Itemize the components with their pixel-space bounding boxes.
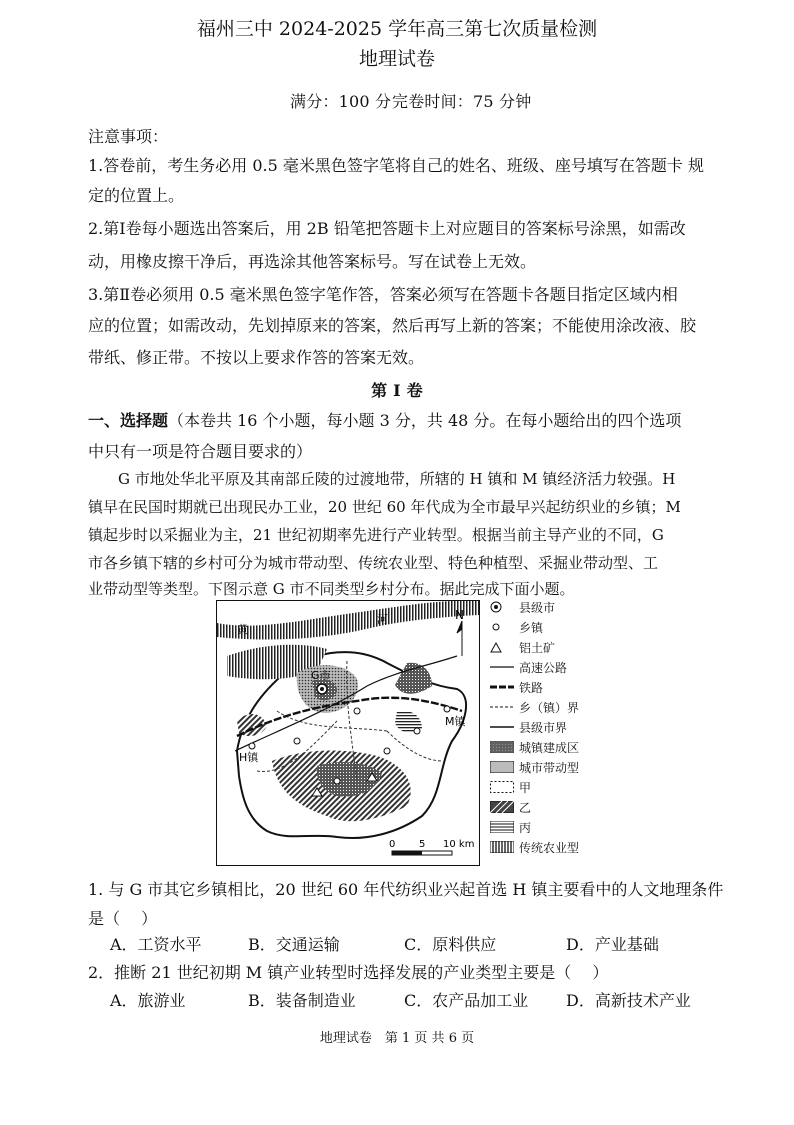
legend-item — [490, 838, 579, 856]
legend-item — [490, 678, 543, 696]
legend-label: 乡镇 — [519, 620, 544, 635]
question-2-stem: 2．推断 21 世纪初期 M 镇产业转型时选择发展的产业类型主要是（ ） — [88, 963, 609, 982]
passage-line: G 市地处华北平原及其南部丘陵的过渡地带，所辖的 H 镇和 M 镇经济活力较强。H — [118, 470, 676, 488]
legend-label: 乡（镇）界 — [519, 700, 580, 715]
section-heading-rest: （本卷共 16 个小题，每小题 3 分，共 48 分。在每小题给出的四个选项 — [168, 411, 682, 430]
county-city-icon — [490, 601, 514, 613]
legend-item — [490, 658, 567, 676]
note-line: 带纸、修正带。不按以上要求作答的答案无效。 — [88, 348, 425, 367]
legend-item — [490, 798, 531, 816]
legend-label: 高速公路 — [519, 660, 568, 675]
exam-time: 完卷时间：75 分钟 — [392, 92, 532, 111]
type-jia-icon — [490, 781, 514, 793]
m-town-label: M镇 — [445, 715, 466, 728]
town-boundary-icon — [490, 701, 514, 713]
map-graphic — [217, 601, 479, 865]
question-1-option-a[interactable]: A．工资水平 — [110, 935, 202, 954]
exam-title: 福州三中 2024-2025 学年高三第七次质量检测 — [196, 18, 598, 40]
river-label: 河 — [377, 613, 388, 626]
page-footer: 地理试卷 第 1 页 共 6 页 — [319, 1031, 475, 1046]
scale-label-5: 5 — [419, 839, 426, 850]
section-title: 第 I 卷 — [371, 381, 423, 400]
scale-label-0: 0 — [389, 839, 396, 850]
full-score: 满分：100 分 — [290, 92, 392, 111]
town-marker — [384, 748, 390, 754]
h-town-marker — [249, 743, 255, 749]
urban-area-icon — [490, 741, 514, 753]
legend-label: 县级市 — [519, 600, 556, 615]
question-2-option-b[interactable]: B．装备制造业 — [248, 991, 356, 1010]
m-town-marker — [444, 706, 450, 712]
legend-label: 城市带动型 — [519, 760, 580, 775]
type-yi-icon — [490, 801, 514, 813]
legend-item — [490, 758, 579, 776]
railway-icon — [490, 681, 514, 693]
question-1-option-d[interactable]: D．产业基础 — [566, 935, 659, 954]
question-1-option-b[interactable]: B．交通运输 — [248, 935, 340, 954]
scale-bar-fill — [392, 851, 422, 855]
note-line: 定的位置上。 — [88, 186, 185, 205]
legend-item — [490, 778, 531, 796]
question-1-option-c[interactable]: C．原料供应 — [404, 935, 497, 954]
legend-label: 铁路 — [519, 680, 544, 695]
legend-item — [490, 718, 567, 736]
legend-label: 丙 — [519, 820, 532, 835]
legend-item — [490, 618, 543, 636]
legend-label: 城镇建成区 — [519, 740, 580, 755]
type-bing-icon — [490, 821, 514, 833]
legend-item — [490, 818, 531, 836]
expressway-icon — [490, 661, 514, 673]
section-heading-line2: 中只有一项是符合题目要求的） — [88, 442, 313, 461]
passage-line: 镇起步时以采掘业为主，21 世纪初期率先进行产业转型。根据当前主导产业的不同，G — [88, 526, 664, 544]
scale-label-10: 10 km — [443, 839, 475, 850]
north-label: N — [455, 608, 464, 622]
passage-line: 镇早在民国时期就已出现民办工业，20 世纪 60 年代成为全市最早兴起纺织业的乡镇；M — [88, 498, 681, 516]
legend-label: 甲 — [519, 780, 532, 795]
g-city-label: G市 — [311, 669, 331, 682]
region-urban-ne — [395, 663, 432, 694]
river-label-2: 黄 — [237, 623, 248, 636]
legend-item — [490, 598, 555, 616]
question-2-option-c[interactable]: C．农产品加工业 — [404, 991, 529, 1010]
village-type-map — [216, 600, 480, 866]
section-heading — [88, 408, 681, 431]
question-2-option-d[interactable]: D．高新技术产业 — [566, 991, 691, 1010]
question-2-option-a[interactable]: A．旅游业 — [110, 991, 186, 1010]
town-marker — [414, 728, 420, 734]
g-city-center — [320, 687, 324, 691]
town-marker — [294, 738, 300, 744]
exam-subject: 地理试卷 — [358, 48, 435, 70]
town-marker — [334, 778, 340, 784]
legend-item — [490, 638, 555, 656]
legend-item — [490, 738, 579, 756]
section-heading-bold: 一、选择题 — [88, 411, 169, 430]
question-1-stem: 1. 与 G 市其它乡镇相比，20 世纪 60 年代纺织业兴起首选 H 镇主要看中的人文地理条件 — [88, 880, 724, 899]
town-icon — [490, 621, 514, 633]
h-town-label: H镇 — [239, 751, 259, 764]
legend-label: 铝土矿 — [519, 640, 556, 655]
note-line: 2.第Ⅰ卷每小题选出答案后，用 2B 铅笔把答题卡上对应题目的答案标号涂黑，如需改 — [88, 219, 686, 238]
note-line: 1.答卷前，考生务必用 0.5 毫米黑色签字笔将自己的姓名、班级、座号填写在答题卡 规 — [88, 156, 704, 175]
notes-heading: 注意事项： — [88, 127, 169, 146]
passage-line: 业带动型等类型。下图示意 G 市不同类型乡村分布。据此完成下面小题。 — [88, 580, 575, 598]
note-line: 动，用橡皮擦干净后，再选涂其他答案标号。写在试卷上无效。 — [88, 252, 537, 271]
legend-label: 乙 — [519, 800, 532, 815]
question-1-stem-line2: 是（ ） — [88, 909, 158, 928]
legend-label: 传统农业型 — [519, 840, 580, 855]
river-area — [217, 601, 479, 639]
town-marker — [354, 708, 360, 714]
traditional-agri-icon — [490, 841, 514, 853]
legend-label: 县级市界 — [519, 720, 568, 735]
urban-driven-icon — [490, 761, 514, 773]
legend-item — [490, 698, 579, 716]
passage-line: 市各乡镇下辖的乡村可分为城市带动型、传统农业型、特色种植型、采掘业带动型、工 — [88, 554, 659, 572]
bauxite-mine-icon — [490, 641, 514, 653]
note-line: 应的位置；如需改动，先划掉原来的答案，然后再写上新的答案；不能使用涂改液、胶 — [88, 316, 697, 335]
note-line: 3.第Ⅱ卷必须用 0.5 毫米黑色签字笔作答，答案必须写在答题卡各题目指定区域内相 — [88, 285, 678, 304]
north-arrow-icon — [457, 621, 462, 656]
county-boundary-icon — [490, 721, 514, 733]
